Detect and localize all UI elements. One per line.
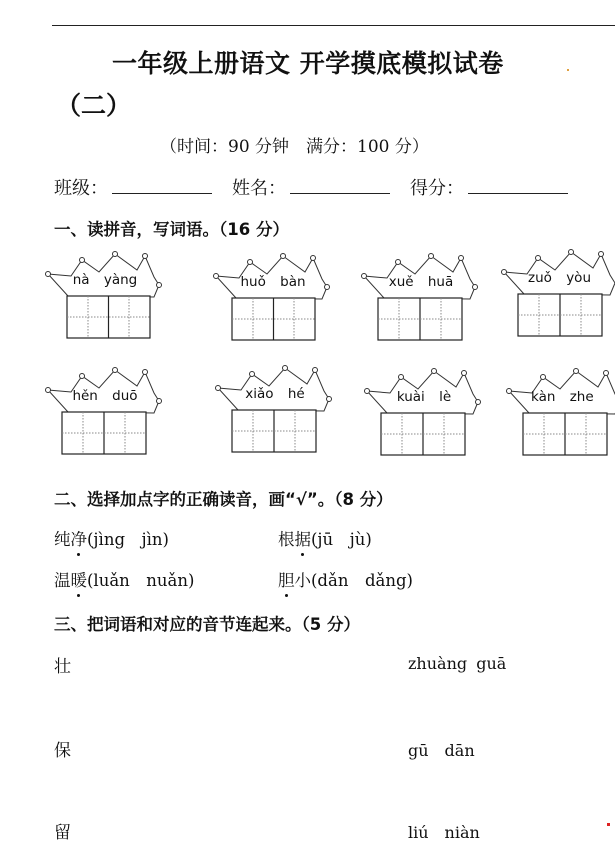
q3-pinyin[interactable]: zhuàng guā [408,654,507,673]
crown-icon [363,365,485,460]
crown-item [212,250,334,345]
crown-item [44,248,166,343]
q2-item [54,567,194,591]
pinyin-label: hěn duō [72,388,138,404]
q2-item [278,526,372,550]
q2-dotted-char: 暖 [71,567,88,591]
section2-title: 二、选择加点字的正确读音，画“√”。（8 分） [54,490,393,509]
exam-time-info: （时间：90 分钟 满分：100 分） [160,137,429,157]
q2-item [278,567,413,591]
crown-item [214,362,336,457]
crown-icon [505,365,615,460]
q3-pinyin[interactable]: gū dān [408,741,475,760]
header-rule [52,25,615,26]
class-label: 班级： [54,178,108,199]
page-title: 一年级上册语文 开学摸底模拟试卷 [112,49,504,78]
q2-options[interactable]: (jìng jìn) [87,530,169,549]
page-title-suffix: （二） [56,91,132,120]
q2-char: 根 [278,530,295,549]
score-blank[interactable] [468,175,568,194]
pinyin-label: zuǒ yòu [528,270,591,286]
name-label: 姓名： [232,178,286,199]
crown-item [363,365,485,460]
student-info-row [54,174,588,200]
crown-item [44,364,166,459]
q2-item [54,526,169,550]
q2-dotted-char: 据 [295,526,312,550]
q2-options[interactable]: (luǎn nuǎn) [87,571,195,590]
pinyin-label: xiǎo hé [245,386,305,402]
crown-icon [214,362,336,457]
name-blank[interactable] [290,175,390,194]
q3-char[interactable]: 壮 [54,657,71,677]
crown-icon [44,364,166,459]
q2-options[interactable]: (dǎn dǎng) [311,571,413,590]
crown-item [500,246,615,341]
q3-char[interactable]: 留 [54,823,71,843]
q2-char: 温 [54,571,71,590]
class-blank[interactable] [112,175,212,194]
q2-dotted-char: 胆 [278,567,295,591]
q2-dotted-char: 净 [71,526,88,550]
q3-pinyin[interactable]: liú niàn [408,823,480,842]
pinyin-label: kuài lè [396,389,452,405]
pinyin-label: huǒ bàn [240,274,306,290]
pinyin-label: xuě huā [388,274,454,290]
score-label: 得分： [410,178,464,199]
q3-char[interactable]: 保 [54,741,71,761]
section3-title: 三、把词语和对应的音节连起来。（5 分） [54,615,360,634]
crown-item [505,365,615,460]
crown-icon [360,250,482,345]
q2-char: 纯 [54,530,71,549]
pinyin-label: nà yàng [72,272,138,288]
q2-options[interactable]: (jū jù) [311,530,372,549]
crown-item [360,250,482,345]
pinyin-label: kàn zhe [531,389,594,405]
decorative-dot [567,69,569,71]
crown-icon [212,250,334,345]
crown-icon [44,248,166,343]
decorative-mark [607,823,610,826]
q2-char: 小 [294,571,311,590]
crown-icon [500,246,615,341]
section1-title: 一、读拼音，写词语。（16 分） [54,220,289,239]
